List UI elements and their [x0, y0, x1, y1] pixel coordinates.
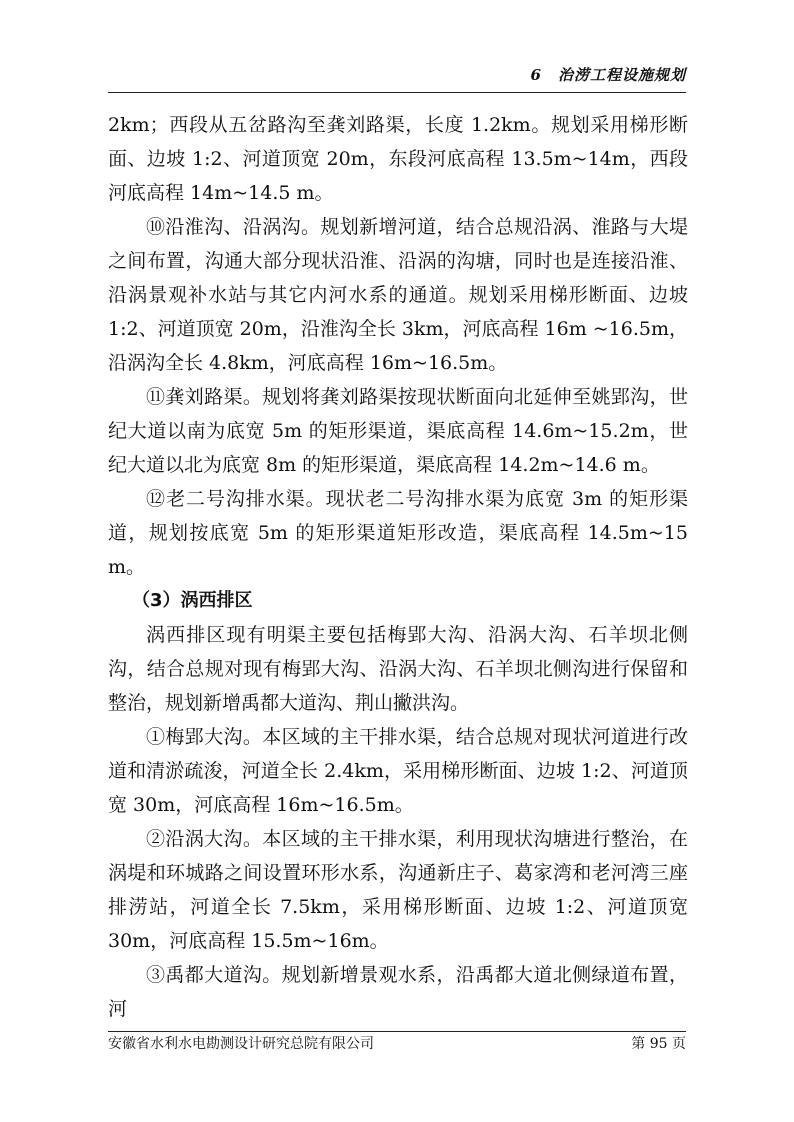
paragraph-item-10: ⑩沿淮沟、沿涡沟。规划新增河道，结合总规沿涡、淮路与大堤之间布置，沟通大部分现状沿淮、沿涡的沟塘，同时也是连接沿淮、沿涡景观补水站与其它内河水系的通道。规划采用梯形断面、边坡 1:2、河道顶宽 20m，沿淮沟全长 3km，河底高程 16m ~16.5m，沿涡沟全长 4.8km，河底高程 16m~16.5m。: [108, 216, 688, 374]
paragraph-intro: 涡西排区现有明渠主要包括梅郢大沟、沿涡大沟、石羊坝北侧沟，结合总规对现有梅郢大沟、沿涡大沟、石羊坝北侧沟进行保留和整治，规划新增禹都大道沟、荆山撇洪沟。: [108, 624, 688, 714]
paragraph-item-11: ⑪龚刘路渠。规划将龚刘路渠按现状断面向北延伸至姚郢沟，世纪大道以南为底宽 5m 的矩形渠道，渠底高程 14.6m~15.2m，世纪大道以北为底宽 8m 的矩形渠道，渠底高程 14.2m~14.6 m。: [108, 386, 688, 476]
header-divider: [108, 92, 686, 93]
page-footer: [108, 1033, 686, 1055]
section-heading: （3）涡西排区: [132, 590, 253, 611]
paragraph-item-1: ①梅郢大沟。本区域的主干排水渠，结合总规对现状河道进行改道和清淤疏浚，河道全长 2.4km，采用梯形断面、边坡 1:2、河道顶宽 30m，河底高程 16m~16.5m。: [108, 726, 688, 816]
footer-divider: [108, 1031, 686, 1032]
paragraph-item-12: ⑫老二号沟排水渠。现状老二号沟排水渠为底宽 3m 的矩形渠道，规划按底宽 5m 的矩形渠道矩形改造，渠底高程 14.5m~15 m。: [108, 488, 688, 578]
chapter-header: 6 治涝工程设施规划: [530, 66, 686, 84]
footer-organization: 安徽省水利水电勘测设计研究总院有限公司: [108, 1036, 374, 1052]
body-text: [108, 108, 688, 1026]
paragraph-item-3: ③禹都大道沟。规划新增景观水系，沿禹都大道北侧绿道布置，河: [108, 964, 688, 1020]
paragraph-item-2: ②沿涡大沟。本区域的主干排水渠，利用现状沟塘进行整治，在涡堤和环城路之间设置环形水系，沟通新庄子、葛家湾和老河湾三座排涝站，河道全长 7.5km，采用梯形断面、边坡 1:2、河道顶宽 30m，河底高程 15.5m~16m。: [108, 828, 688, 952]
page-number: 第 95 页: [631, 1036, 686, 1052]
paragraph-continuation: 2km；西段从五岔路沟至龚刘路渠，长度 1.2km。规划采用梯形断面、边坡 1:2、河道顶宽 20m，东段河底高程 13.5m~14m，西段河底高程 14m~14.5 m。: [108, 114, 688, 204]
